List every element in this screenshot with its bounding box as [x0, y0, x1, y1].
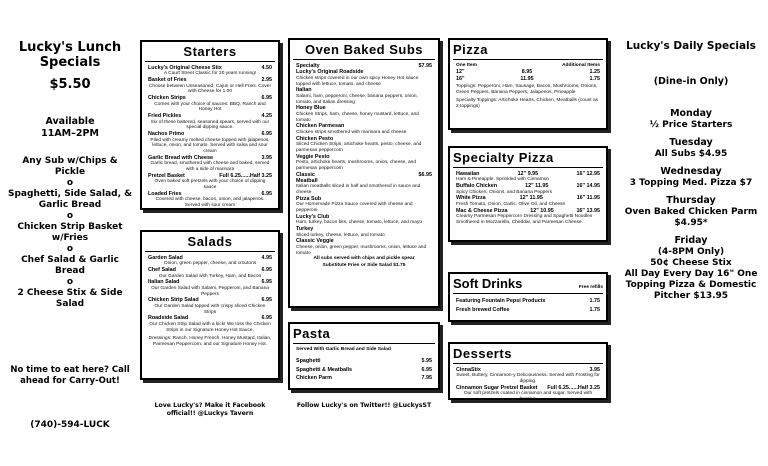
daily-special-deal: All Subs $4.95	[654, 149, 728, 159]
menu-item-description: Six of these battered, seasoned spears, served with our special dipping sauce.	[150, 119, 270, 131]
menu-item-price: 6.95	[261, 297, 272, 304]
specialty-pizza-description: Spicy Chicken, Onions, and Banana Peppers	[456, 189, 552, 195]
specialty-pizza-description: Creamy Parmesan Peppercorn Dressing and Spaghetti Noodles Smothered in Mozzarella, Cheddar, and Parmesan Cheese.	[456, 214, 593, 225]
menu-item-price: Full 6.25......Half 3.25	[219, 173, 272, 179]
lunch-option: Any Sub w/Chips & Pickle	[22, 156, 118, 177]
menu-item-price: 6.95	[261, 191, 272, 197]
available-hours: 11AM–2PM	[41, 128, 99, 139]
desserts-panel	[448, 342, 608, 400]
menu-item-price: 6.95	[261, 315, 272, 322]
menu-item-price: 6.95	[261, 95, 272, 102]
menu-item-name: Italian Salad	[148, 279, 180, 286]
menu-item-description: Sliced turkey, cheese, lettuce, and tomato	[296, 232, 385, 238]
pizza-size-price: 8.95	[521, 69, 533, 76]
menu-item-description: Oven baked soft pretzels with your choice of dipping sauce	[154, 179, 266, 191]
menu-item-price: 4.25	[261, 113, 272, 120]
call-ahead: No time to eat here? Call ahead for Carry-Out!	[10, 365, 130, 386]
daily-special-day: Monday	[670, 108, 712, 119]
menu-item-price: $7.95	[418, 63, 432, 69]
daily-special-day: Wednesday	[660, 166, 722, 177]
lunch-specials-title: Lucky's Lunch Specials	[18, 40, 122, 70]
menu-item-name: Chicken Strips	[148, 95, 186, 102]
dine-in-only: (Dine-in Only)	[653, 76, 729, 87]
lunch-option: o	[66, 277, 74, 287]
menu-item-row	[296, 357, 432, 366]
starters-list	[148, 65, 272, 209]
pizza-sizes	[456, 69, 600, 82]
specialty-price-16: 16" 13.95	[576, 207, 600, 214]
menu-item-description: Our Homemade Pizza Sauce covered with cheese and pepperoni	[296, 202, 413, 214]
subs-note-substitute: Substitute Fries or Side Salad $1.75	[322, 262, 406, 268]
pizza-size: 12"	[456, 69, 465, 76]
menu-item-price: 2.95	[261, 77, 272, 84]
daily-special-deal: ½ Price Starters	[649, 120, 733, 130]
pizza-additional-price: 1.25	[589, 69, 600, 76]
menu-item-name: Fried Pickles	[148, 113, 182, 120]
twitter-note: Follow Lucky's on Twitter!! @LuckysST	[296, 402, 432, 409]
menu-item-name: Chicken Parm	[296, 375, 332, 382]
specialty-pizza-title: Specialty Pizza	[453, 150, 603, 168]
specialty-pizza-name: Buffalo Chicken	[456, 183, 498, 190]
lunch-option: o	[66, 244, 74, 254]
menu-item-name: Pretzel Basket	[148, 173, 185, 179]
free-refills-label: Free refills	[578, 284, 603, 290]
salads-list	[148, 255, 272, 333]
lunch-price: $5.50	[49, 77, 91, 92]
menu-item-price: 6.95	[261, 279, 272, 286]
menu-item-description: Comes with your choice of sauces: BBQ, Ranch and Honey Hot	[154, 101, 266, 113]
menu-item-name: Cinnamon Sugar Pretzel Basket	[456, 385, 538, 391]
menu-item-name: Turkey	[296, 226, 314, 233]
desserts-list	[456, 367, 600, 400]
menu-item-description: Covered with cheese, bacon, onion, and jalapenos. Served with sour cream	[155, 197, 265, 209]
menu-item-price: 1.75	[589, 298, 600, 304]
menu-item-name: Veggie Pesto	[296, 153, 330, 160]
salads-title: Salads	[145, 234, 275, 252]
menu-item-row	[456, 297, 600, 306]
menu-item-description: Our Garden Salad topped with crispy sliced Chicken Strips	[154, 303, 266, 315]
facebook-note: Love Lucky's? Make it Facebook official!! @Luckys Tavern	[154, 402, 266, 417]
specialty-pizza-row	[456, 195, 600, 201]
menu-item-name: Classic Veggie	[296, 238, 334, 245]
lunch-option: Spaghetti, Side Salad, & Garlic Bread	[8, 189, 132, 210]
specialty-pizza-row	[456, 183, 600, 189]
lunch-option: 2 Cheese Stix & Side Salad	[17, 288, 123, 309]
pizza-col-one-item: One Item	[456, 63, 477, 68]
menu-item-description: Salami, ham, pepperoni, cheese, banana peppers, onion, tomato, and Italian dressing	[296, 93, 418, 105]
menu-item-description: Sweet, Buttery, Cinnamon-y Deliciousness. Served with Frosting for dipping.	[456, 373, 600, 385]
daily-specials-title: Lucky's Daily Specials	[626, 40, 756, 52]
soft-drinks-title: Soft Drinks	[453, 276, 523, 291]
specialty-price-12: 12" 9.95	[517, 171, 539, 177]
menu-item-price: 4.95	[261, 255, 272, 261]
lunch-option: Chicken Strip Basket w/Fries	[17, 222, 123, 243]
specialty-price-12: 12" 11.95	[519, 195, 543, 202]
lunch-options	[8, 156, 132, 310]
menu-item-name: Basket of Fries	[148, 77, 187, 84]
pasta-title: Pasta	[293, 326, 435, 344]
menu-item-name: Lucky's Original Roadside	[296, 69, 364, 76]
daily-special-day: Thursday	[666, 195, 716, 206]
pizza-specialty-toppings: Specialty Toppings: Artichoke Hearts, Chicken, Meatballs (count as 2 toppings)	[456, 97, 599, 109]
pizza-size-price: 11.95	[520, 75, 534, 82]
menu-item-name: Italian	[296, 87, 312, 94]
menu-item-row	[296, 366, 432, 375]
menu-item-price: 7.95	[421, 375, 432, 382]
menu-item-name: Pizza Sub	[296, 196, 322, 203]
menu-item-row	[456, 306, 600, 315]
menu-item-name: Classic	[296, 171, 315, 178]
specialty-pizza-panel	[448, 146, 608, 242]
menu-item-price: 3.95	[261, 155, 272, 161]
specialty-pizza-name: Hawaiian	[456, 171, 480, 177]
menu-item-description: Our soft pretzels coated in cinnamon and sugar. Served with frosting.	[463, 391, 593, 400]
daily-special-day: Friday	[674, 235, 708, 246]
specialty-price-12: 12" 11.95	[525, 183, 549, 190]
menu-item-description: Choose between Unseasoned, Cajun or Hell Fries. Cover with Cheese for 1.00	[148, 83, 272, 95]
menu-item-description: Ham, turkey, bacon bits, cheese, tomato, lettuce, and mayo	[296, 220, 423, 226]
menu-item-price: 4.50	[261, 65, 272, 71]
menu-item-name: Nachos Primo	[148, 131, 185, 138]
lunch-option: Chef Salad & Garlic Bread	[21, 255, 119, 276]
menu-item-name: Chicken Pesto	[296, 135, 334, 142]
menu-item-description: Cheese, onion, green pepper, mushrooms, onion, lettuce and tomato	[296, 244, 427, 256]
menu-item-name: Lucky's Club	[296, 214, 330, 221]
daily-special-deal: 3 Topping Med. Pizza $7	[629, 178, 753, 188]
menu-item-row	[296, 374, 432, 383]
menu-item-name: Chef Salad	[148, 267, 176, 274]
drinks-list	[456, 297, 600, 315]
menu-item-name: Garden Salad	[148, 255, 183, 261]
subs-note-chips: All subs served with chips and pickle spear	[313, 256, 415, 262]
desserts-title: Desserts	[453, 346, 603, 364]
menu-item-description: Chicken Strips, ham, cheese, honey mustard, lettuce, and tomato	[296, 111, 419, 123]
menu-item-description: Sliced Chicken Strips, artichoke hearts, pesto, cheese, and parmesan peppercorn	[296, 142, 422, 153]
menu-item-name: Specialty	[296, 63, 320, 69]
lunch-option: o	[66, 211, 74, 221]
menu-item-price: 5.95	[421, 358, 432, 365]
daily-specials-list	[618, 102, 764, 302]
menu-item-name: Lucky's Original Cheese Stix	[148, 65, 222, 71]
specialty-pizza-name: White Pizza	[456, 195, 486, 202]
specialty-price-16: 16" 14.95	[576, 183, 600, 190]
menu-item-name: Spaghetti & Meatballs	[296, 366, 353, 373]
specialty-price-12: 12" 10.95	[530, 207, 554, 214]
dressings-note: Dressings: Ranch, Honey French, Honey Mustard, Italian, Parmesan Peppercorn, and our Signature Honey Hot.	[148, 336, 272, 348]
menu-item-name: Garlic Bread with Cheese	[148, 155, 214, 161]
subs-panel	[288, 38, 440, 308]
daily-special-deal: 50¢ Cheese Stix	[650, 258, 732, 268]
pizza-panel	[448, 38, 608, 130]
pizza-title: Pizza	[453, 42, 603, 60]
phone-number: (740)-594-LUCK	[30, 420, 110, 430]
menu-item-description: Garlic bread, smothered with cheese and baked, served with a side of marinara	[150, 161, 270, 173]
menu-item-description: Chicken strips covered in our own spicy Honey Hot sauce topped with lettuce, tomato, and cheese	[296, 75, 419, 87]
menu-item-price: $6.95	[418, 171, 432, 178]
menu-item-price: 1.75	[589, 307, 600, 313]
starters-panel	[140, 40, 280, 210]
menu-item-name: CinnaStix	[456, 367, 481, 373]
specialty-pizza-description: Fresh Tomato, Onion, Garlic, Olive Oil, and Cheese	[456, 201, 566, 207]
menu-item-description: Our Chicken Strip Salad with a kick! We toss the Chicken Strips in our Signature Honey Hot Sauce.	[149, 321, 271, 333]
salads-panel	[140, 230, 280, 380]
menu-item-description: Italian meatballs sliced in half and smothered in sauce and cheese	[296, 184, 421, 196]
daily-special-deal: All Day Every Day 16" One Topping Pizza & Domestic Pitcher $13.95	[624, 269, 758, 301]
menu-item-price: 3.95	[589, 367, 600, 373]
menu-item-price: Full 6.25......Half 3.25	[547, 385, 600, 391]
pizza-additional-price: 1.75	[589, 75, 600, 82]
menu-item-name: Roadside Salad	[148, 315, 189, 322]
pasta-list	[296, 357, 432, 383]
menu-item-description: Our Garden Salad with Turkey, Ham, and Bacon	[158, 273, 262, 279]
menu-item-price: 6.95	[261, 267, 272, 274]
menu-item-name: Loaded Fries	[148, 191, 182, 197]
menu-item-name: Chicken Strip Salad	[148, 297, 199, 304]
available-label: Available	[45, 116, 95, 127]
specialty-price-16: 16" 11.95	[576, 195, 600, 202]
starters-title: Starters	[145, 44, 275, 62]
specialty-list	[456, 171, 600, 226]
daily-special-deal: (4-8PM Only)	[657, 247, 725, 257]
lunch-option: o	[66, 178, 74, 188]
menu-item-description: Onion, green pepper, cheese, and croutons	[163, 261, 257, 267]
pizza-col-additional: Additional Items	[561, 63, 600, 68]
subs-title: Oven Baked Subs	[293, 42, 435, 60]
daily-special-day: Tuesday	[669, 137, 713, 148]
menu-item-name: Honey Blue	[296, 105, 326, 112]
pasta-subtitle: Served With Garlic Bread and Side Salad	[296, 347, 391, 352]
specialty-price-16: 16" 12.95	[576, 171, 600, 177]
pizza-size-row	[456, 76, 600, 82]
menu-item-description: Pesto, artichoke hearts, mushrooms, onion, cheese, and parmesan peppercorn	[296, 160, 416, 171]
menu-item-name: Fresh brewed Coffee	[456, 307, 510, 313]
pasta-panel	[288, 322, 440, 390]
specialty-pizza-name: Mac & Cheese Pizza	[456, 207, 508, 214]
menu-item-name: Chicken Parmesan	[296, 123, 345, 130]
specialty-pizza-description: Ham & Pineapple. Sprinkled with Cinnamon	[456, 177, 550, 183]
pizza-size: 16"	[456, 75, 465, 82]
menu-item-description: Chicken strips smothered with marinara and cheese	[296, 129, 407, 135]
daily-special-deal: Oven Baked Chicken Parm $4.95*	[624, 207, 758, 228]
menu-item-price: 6.95	[261, 131, 272, 138]
menu-item-name: Meatball	[296, 178, 318, 185]
subs-list	[296, 63, 432, 256]
soft-drinks-panel	[448, 272, 608, 322]
menu-item-name: Spaghetti	[296, 358, 321, 365]
menu-item-name: Featuring Fountain Pepsi Products	[456, 298, 546, 304]
menu-item-description: A Court Street Classic for 20 years running!	[163, 71, 257, 77]
menu-item-price: 6.95	[421, 366, 432, 373]
menu-item-description: Our Garden Salad with Salami, Pepperoni, and Banana Peppers	[151, 285, 269, 297]
pizza-toppings: Toppings: Pepperoni, Ham, Sausage, Bacon, Mushrooms, Onions, Green Peppers, Banana Peppers, Jalapenos, Pineapple	[456, 84, 598, 96]
menu-item-description: Piled with creamy melted cheese topped with jalapenos, lettuce, onion, and tomato. Served with salsa and sour cream	[150, 137, 270, 155]
